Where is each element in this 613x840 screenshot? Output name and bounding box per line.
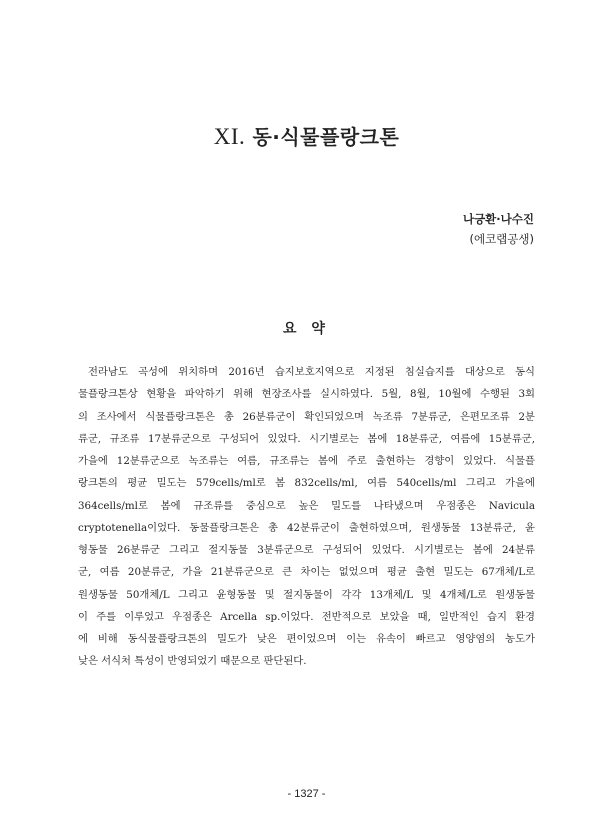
author-block <box>463 209 534 249</box>
summary-line: 364cells/ml로 봄에 규조류를 중심으로 높은 밀도를 나타냈으며 우점종은 Navicula <box>78 499 535 512</box>
summary-line: 가을에 12분류군으로 녹조류는 여름, 규조류는 봄에 주로 출현하는 경향이 있었다. 식물플 <box>78 455 535 467</box>
summary-line: 전라남도 곡성에 위치하며 2016년 습지보호지역으로 지정된 침실습지를 대상으로 동식 <box>88 366 535 378</box>
summary-line: 에 비해 동식물플랑크톤의 밀도가 낮은 편이었으며 이는 유속이 빠르고 영양염의 농도가 <box>78 633 535 645</box>
summary-line: 이 주를 이루었고 우점종은 Arcella sp.이었다. 전반적으로 보았을 때, 일반적인 습지 환경 <box>78 610 535 623</box>
chapter-title <box>0 121 613 150</box>
summary-line: 의 조사에서 식물플랑크톤은 총 26분류군이 확인되었으며 녹조류 7분류군, 은편모조류 2분 <box>78 410 535 423</box>
summary-body <box>78 361 535 673</box>
page-number: - 1327 - <box>287 788 326 800</box>
summary-line: 류군, 규조류 17분류군으로 구성되어 있었다. 시기별로는 봄에 18분류군, 여름에 15분류군, <box>78 432 535 445</box>
summary-line: 군, 여름 20분류군, 가을 21분류군으로 큰 차이는 없었으며 평균 출현 밀도는 67개체/L로 <box>78 566 535 579</box>
chapter-title-text: 동·식물플랑크톤 <box>252 125 400 149</box>
summary-line: 형동물 26분류군 그리고 절지동물 3분류군으로 구성되어 있었다. 시기별로는 봄에 24분류 <box>78 544 535 556</box>
chapter-number: XI. <box>213 124 246 149</box>
summary-line: 원생동물 50개체/L 그리고 윤형동물 및 절지동물이 각각 13개체/L 및 4개체/L로 원생동물 <box>78 588 535 601</box>
author-affiliation: (에코랩공생) <box>469 232 534 246</box>
summary-line: 랑크톤의 평균 밀도는 579cells/ml로 봄 832cells/ml, 여름 540cells/ml 그리고 가을에 <box>78 477 535 490</box>
summary-line: 낮은 서식처 특성이 반영되었기 때문으로 판단된다. <box>78 655 307 668</box>
summary-line: 물플랑크톤상 현황을 파악하기 위해 현장조사를 실시하였다. 5월, 8월, 10월에 수행된 3회 <box>78 388 535 401</box>
summary-line: cryptotenella이었다. 동물플랑크톤은 총 42분류군이 출현하였으며, 원생동물 13분류군, 윤 <box>78 521 535 534</box>
summary-heading: 요 약 <box>283 321 330 337</box>
author-names: 나긍환·나수진 <box>462 212 534 226</box>
